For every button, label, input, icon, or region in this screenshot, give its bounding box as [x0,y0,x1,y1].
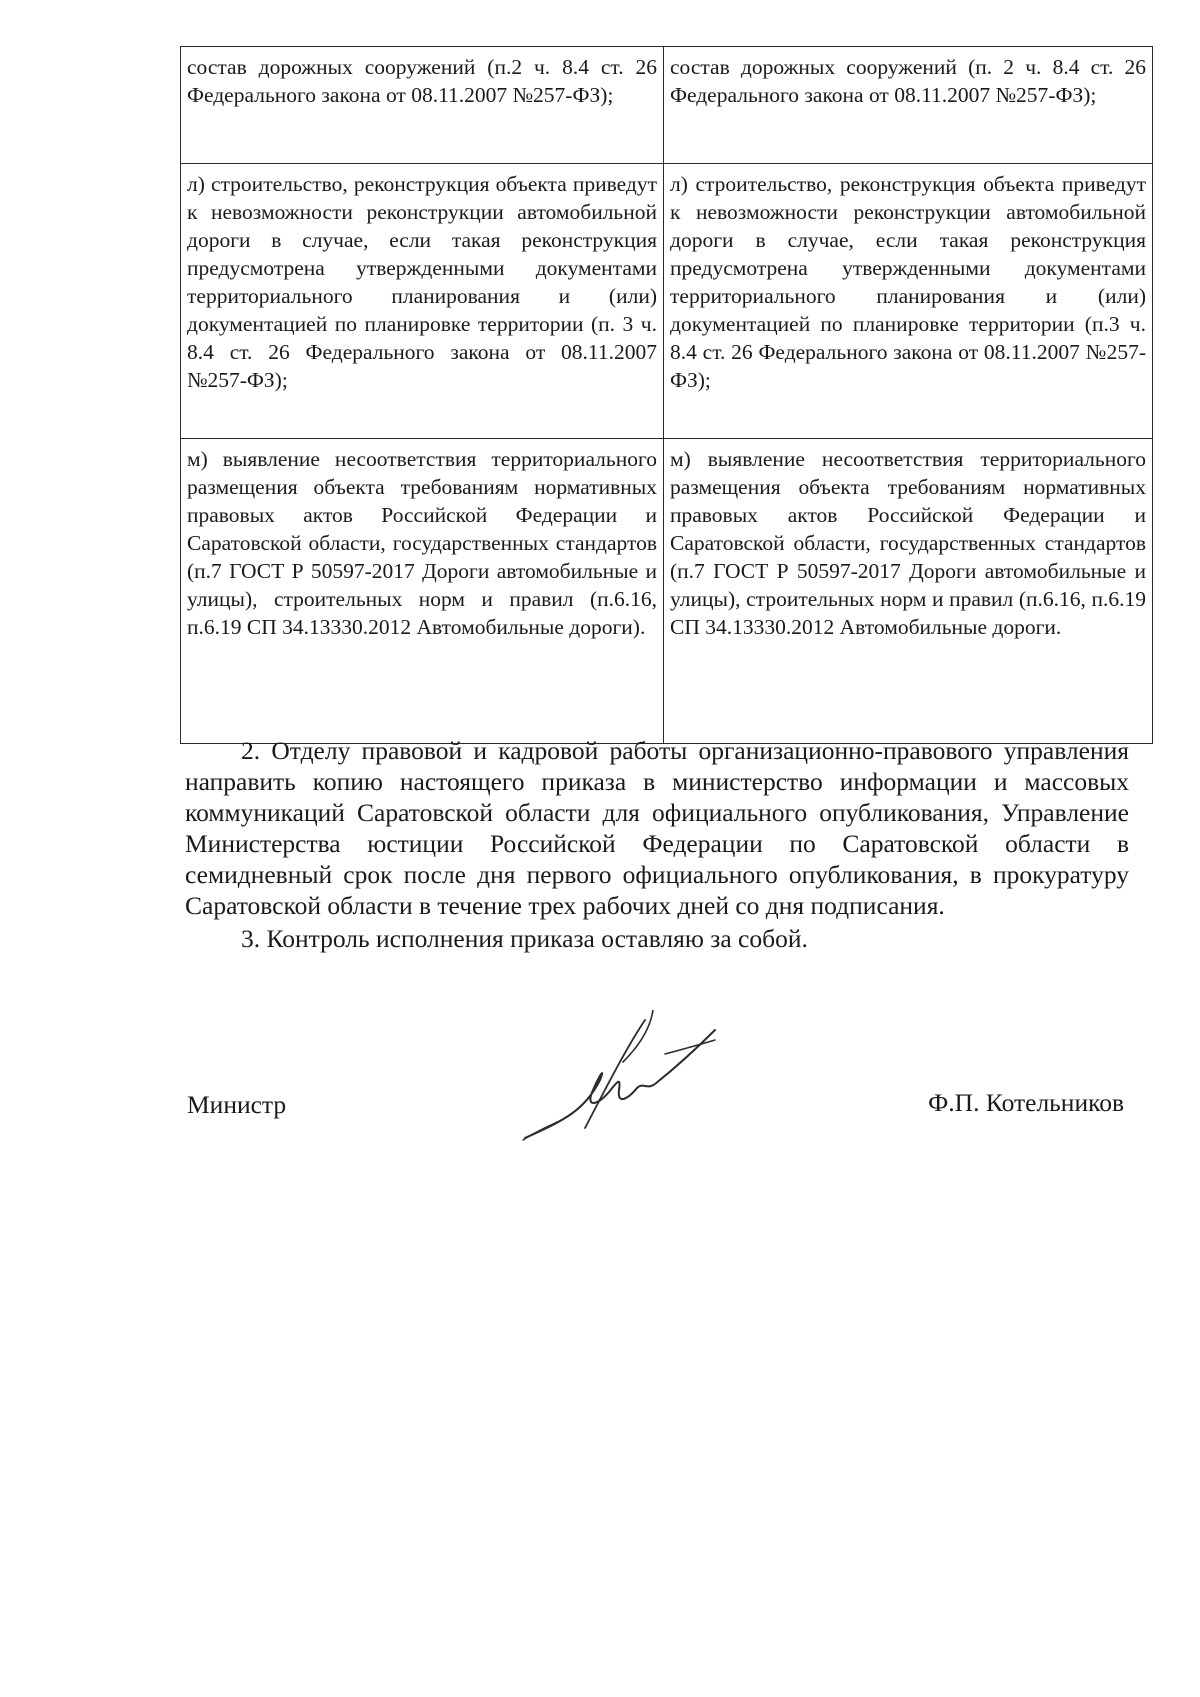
order-body [185,735,1129,954]
table-cell-right: м) выявление несоответствия территориального размещения объекта требованиям нормативных правовых актов Российской Федерации и Саратовской области, государственных стандартов (п.7 ГОСТ Р 50597-2017 Дороги автомобильные и улицы), строительных норм и правил (п.6.16, п.6.19 СП 34.13330.2012 Автомобильные дороги. [664,439,1153,744]
paragraph-item-2: 2. Отделу правовой и кадровой работы организационно-правового управления направить копию настоящего приказа в министерство информации и массовых коммуникаций Саратовской области для официального опубликования, Управление Министерства юстиции Российской Федерации по Саратовской области в семидневный срок после дня первого официального опубликования, в прокуратуру Саратовской области в течение трех рабочих дней со дня подписания. [185,736,1129,920]
table-cell-left: состав дорожных сооружений (п.2 ч. 8.4 ст. 26 Федерального закона от 08.11.2007 №257-ФЗ); [181,47,664,164]
table-row [181,164,1153,439]
table-cell-left: л) строительство, реконструкция объекта приведут к невозможности реконструкции автомобильной дороги в случае, если такая реконструкция предусмотрена утвержденными документами территориального планирования и (или) документацией по планировке территории (п. 3 ч. 8.4 ст. 26 Федерального закона от 08.11.2007 №257-ФЗ); [181,164,664,439]
table-row [181,47,1153,164]
comparison-table [180,46,1153,744]
handwritten-signature [505,1010,745,1150]
signatory-name: Ф.П. Котельников [928,1088,1124,1117]
table-cell-left: м) выявление несоответствия территориального размещения объекта требованиям нормативных правовых актов Российской Федерации и Саратовской области, государственных стандартов (п.7 ГОСТ Р 50597-2017 Дороги автомобильные и улицы), строительных норм и правил (п.6.16, п.6.19 СП 34.13330.2012 Автомобильные дороги). [181,439,664,744]
table-cell-right: л) строительство, реконструкция объекта приведут к невозможности реконструкции автомобильной дороги в случае, если такая реконструкция предусмотрена утвержденными документами территориального планирования и (или) документацией по планировке территории (п.3 ч. 8.4 ст. 26 Федерального закона от 08.11.2007 №257-ФЗ); [664,164,1153,439]
table-cell-right: состав дорожных сооружений (п. 2 ч. 8.4 ст. 26 Федерального закона от 08.11.2007 №257-ФЗ); [664,47,1153,164]
paragraph-item-3: 3. Контроль исполнения приказа оставляю за собой. [241,924,808,953]
table-row [181,439,1153,744]
signatory-title: Министр [187,1090,287,1119]
